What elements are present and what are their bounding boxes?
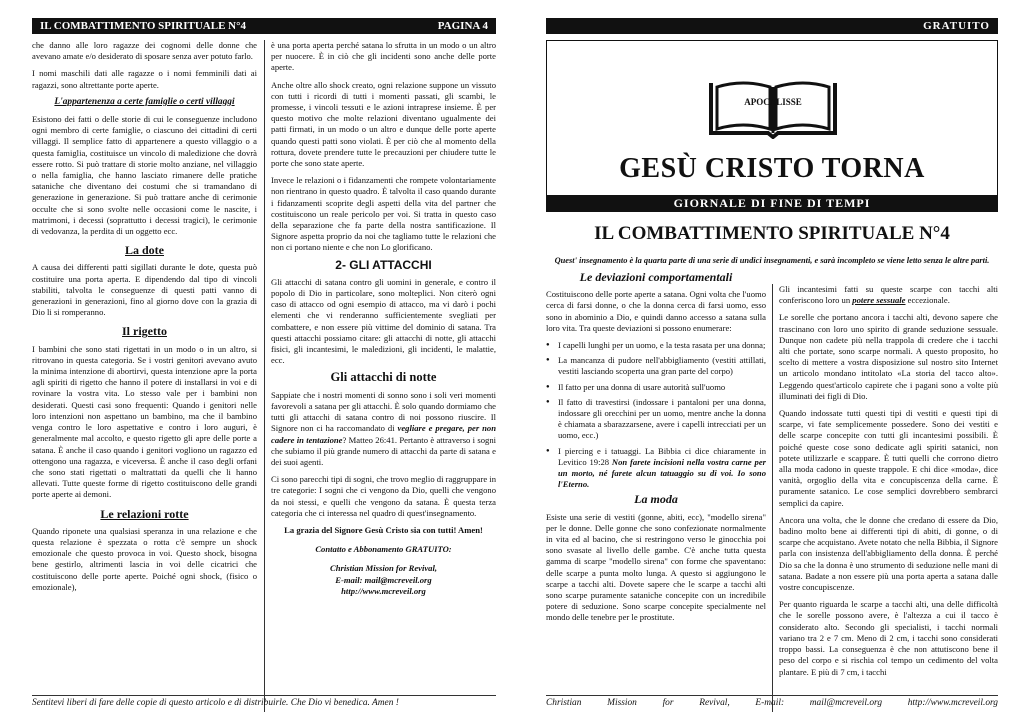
text-span: ? Matteo 26:41. Pertanto è attraverso i sogni che subiamo il più grande numero di attacchi da parte di satana e dei suoi agenti.	[271, 434, 497, 467]
col2-paragraph	[271, 390, 496, 468]
left-header-bar	[32, 18, 496, 34]
col1-subheading: Il rigetto	[122, 324, 167, 339]
book-label: APOCALISSE	[744, 97, 802, 107]
left-header-page: PAGINA 4	[437, 20, 488, 32]
footer-word: for	[662, 698, 674, 708]
col1-paragraph: Esistono dei fatti o delle storie di cui le conseguenze includono ogni membro di certe famiglie, o ciascuno dei cittadini di certi villaggi. Il semplice fatto di appartenere a questo villaggio o a questa famiglia, costituisce un vincolo di maledizione che dovrà essere rotto. Si può trattare di storie molto anziane, nel villaggio o nella famiglia, che hanno lasciato rimanere delle pratiche sataniche che diventano dei costumi che si tramandano di generazione in generazione. Si può trattare anche di cerimonie occulte che si sono svolte nelle occasioni come le nascite, i matrimoni, i decessi (soprattutto i decessi tragici), le cerimonie di vedovanza, la perdita di un oggetto ecc.	[32, 114, 257, 237]
col1-subheading: La dote	[125, 243, 164, 258]
open-book-icon	[708, 77, 838, 139]
right-column-1	[546, 268, 766, 630]
col1-subheading: L'appartenenza a certe famiglie o certi villaggi	[54, 96, 235, 107]
list-item: ● Il fatto di travestirsi (indossare i pantaloni per una donna, indossare gli orecchini per un uomo, mentre anche la donna è chiamata a sbarazzarsene, avere i capelli intrecciati per un uomo, ecc.)	[546, 397, 766, 442]
free-label: GRATUITO	[923, 20, 990, 32]
contact-heading: Contatto e Abbonamento GRATUITO:	[315, 544, 452, 555]
list-item: ● Il fatto per una donna di usare autorità sull'uomo	[546, 382, 766, 393]
left-header-title: IL COMBATTIMENTO SPIRITUALE N°4	[40, 20, 247, 32]
col3-paragraph: Costituiscono delle porte aperte a satana. Ogni volta che l'uomo cerca di farsi donne, o che la donna cerca di farsi uomo, esso sono in abominio a Dio, e quindi danno accesso a satana sulla loro vita. Tra queste deviazioni si possono enumerare:	[546, 289, 766, 333]
right-footer	[546, 695, 998, 708]
footer-word: E-mail:	[755, 698, 785, 708]
emphasis-text: potere sessuale	[852, 295, 906, 306]
footer-word: Christian	[546, 698, 582, 708]
footer-email[interactable]: mail@mcreveil.org	[809, 698, 883, 708]
scripture-quote: vegliare e pregare, per non cadere in tentazione	[271, 423, 496, 445]
left-footer-text: Sentitevi liberi di fare delle copie di questo articolo e di distribuirle. Che Dio vi benedica. Amen !	[32, 698, 399, 708]
deviations-list	[546, 340, 766, 490]
text-span: I piercing e i tatuaggi. La Bibbia ci dice chiaramente in Levitico 19:28	[558, 445, 766, 467]
col2-paragraph: Ci sono parecchi tipi di sogni, che trovo meglio di raggruppare in tre categorie: I sogni che ci vengono da Dio, quelli che vengono da noi stessi, e quelli che vengono da satana. È questa terza categoria che ci interessa nel quadro di quest'insegnamento.	[271, 474, 496, 518]
masthead-title: GESÙ CRISTO TORNA	[619, 153, 925, 184]
col4-paragraph: Ancora una volta, che le donne che credano di essere da Dio, badino molto bene ai differenti tipi di abiti, di gonne, o di scarpe che acquistano. Avete notato che nella Bibbia, il Signore parla con insistenza dell'abbigliamento della donna. È perché Dio sa che la donna è uno strumento di seduzione nelle mani di satana. Badate a non essere più una porta aperta a satana dalle vostre concupiscenze.	[779, 514, 998, 593]
col3-subheading: Le deviazioni comportamentali	[579, 270, 733, 284]
article-title: IL COMBATTIMENTO SPIRITUALE N°4	[594, 223, 950, 244]
col2-paragraph: è una porta aperta perché satana lo sfrutta in un modo o un altro per nuocere. È in ciò che gli incidenti sono anche delle porte aperte.	[271, 40, 496, 73]
col4-paragraph: Quando indossate tutti questi tipi di vestiti e questi tipi di scarpe, vi fate semplicemente possedere. Sono dei vestiti e delle scarpe concepite con tutti gli incantesimi possibili. È poiché queste cose sono dedicate agli spiriti satanici, non potete utilizzarle e scappare. È tutti quelli che corrono dietro alla moda cadono in queste trappole. E chi dice «moda», dice vanità, orgoglio della vita e concupiscenza della carne. È puramente satanico. Le cose semplici dovrebbero sembrarci semplici da capire.	[779, 408, 998, 508]
column-divider	[264, 40, 265, 712]
text-span: Sappiate che i nostri momenti di sonno sono i soli veri momenti favorevoli a satana per gli attacchi. È solo quando dormiamo che tutti gli attacchi di satana contro di noi possono riuscire. Il Signore non ci ha raccomandato di	[271, 389, 496, 434]
list-item: ● I capelli lunghi per un uomo, e la testa rasata per una donna;	[546, 340, 766, 351]
list-item: ● La mancanza di pudore nell'abbigliamento (vestiti attillati, vestiti lasciando scoperta una gran parte del corpo)	[546, 355, 766, 377]
footer-word: Mission	[607, 698, 637, 708]
col2-paragraph: Gli attacchi di satana contro gli uomini in generale, e contro il popolo di Dio in particolare, sono molteplici. Non citerò ogni caso di attacco od ogni esempio di attacco, ma vi darò i pochi elementi che vi renderanno sufficientemente svegliati per combattere, e non essere più vittime del dominio di satana. Tra questi attacchi possiamo citare: gli attacchi di notte, gli attacchi fisici, gli incantesimi, le maledizioni, gli incidenti, le malattie, ecc.	[271, 276, 496, 366]
contact-email[interactable]: E-mail: mail@mcreveil.org	[335, 574, 432, 585]
col4-paragraph	[779, 284, 998, 306]
col1-paragraph: Quando riponete una qualsiasi speranza in una relazione e che questa relazione è spezzata o rotta c'è sempre un shock emozionale che questo provoca in voi. Questo shock, bisogna bene gestirlo, altrimenti lascia in voi delle cicatrici che costituiscono delle porte aperte. Poiché ogni shock, (fisico o emozionale),	[32, 525, 257, 592]
masthead	[546, 40, 998, 212]
text-span: Gli incantesimi fatti su queste scarpe con tacchi alti conferiscono loro un	[779, 284, 998, 306]
text-span: eccezionale.	[905, 295, 950, 306]
footer-word: Revival,	[699, 698, 730, 708]
col2-section-heading: 2- GLI ATTACCHI	[335, 257, 432, 272]
scripture-quote: Non farete incisioni nella vostra carne per un morto, né farete alcun tatuaggio su di voi. Io sono l'Eterno.	[558, 456, 766, 490]
col1-paragraph: che danno alle loro ragazze dei cognomi delle donne che avevano amate e/o desiderato di sposare senza aver potuto farlo.	[32, 40, 257, 62]
left-footer	[32, 695, 496, 708]
right-header-bar	[546, 18, 998, 34]
col4-paragraph: Per quanto riguarda le scarpe a tacchi alti, una delle difficoltà che le sorelle possono avere, è l'altezza a cui il tacco è considerato alto. Secondo gli specialisti, i tacchi normali variano tra 2 e 7 cm. Meno di 2 cm, i tacchi sono considerati troppo bassi. La conseguenza è che non attutiscono bene il peso del corpo e si rischia col tempo un cedimento del volta plantare. E più di 7 cm, i tacchi	[779, 599, 998, 677]
article-intro: Quest' insegnamento è la quarta parte di una serie di undici insegnamenti, e sarà incompleto se viene letto senza le altre parti.	[554, 256, 990, 265]
column-divider	[772, 284, 773, 712]
col1-paragraph: A causa dei differenti patti sigillati durante le dote, questa può costituire una porta aperta. E dipendendo dal tipo di vincoli stabiliti, talvolta le conseguenze di questi patti vanno di generazioni in generazioni, fino al giorno dove con la grazia di Dio li si romperanno.	[32, 262, 257, 318]
right-page	[546, 18, 998, 718]
col2-subheading: Gli attacchi di notte	[330, 370, 437, 385]
left-page	[32, 18, 496, 718]
contact-url[interactable]: http://www.mcreveil.org	[341, 585, 426, 596]
col4-paragraph: Le sorelle che portano ancora i tacchi alti, devono sapere che trascinano con loro uno spirito di grande seduzione sessuale. Dunque non cadete più nella trappola di credere che i tacchi alti che portate, sono scarpe normali. A questo proposito, ho scelto di mettere a vostra disposizione sul nostro sito Internet un articolo mondano intitolato «La storia del tacco alto». Leggendo quest'articolo capirete che i pagani sono a volte più illuminati dei figli di Dio.	[779, 312, 998, 401]
col1-paragraph: I nomi maschili dati alle ragazze o i nomi femminili dati ai ragazzi, sono altrettante porte aperte.	[32, 68, 257, 90]
col1-paragraph: I bambini che sono stati rigettati in un modo o in un altro, si ritrovano in questa categoria. Se i vostri genitori avevano avuto la minima intenzione di abortirvi, questa intenzione apre la porta agli spiriti di rigetto che hanno il potere di installarsi in voi e di rovinare la vostra vita. Lo stesso vale per i bambini non desiderati. Questi casi sono frequenti: Quando i genitori nelle loro intenzioni non aspettano un bambino, ma che il bambino venga contro le loro aspettative e contro i loro auguri, è generalmente mal accolto, e questo rigetto gli apre delle porte a satana. È anche il caso quando i genitori vogliono un ragazzo ed ottengono una ragazza, e viceversa. È anche il caso degli orfani che sono stati rigettati o maltrattati da quelli che li hanno allevati. Tutte queste forme di rigetto costituiscono delle grandi porte aperte ai demoni.	[32, 343, 257, 500]
col3-paragraph: Esiste una serie di vestiti (gonne, abiti, ecc), "modello sirena" per le donne. Delle gonne che sono confezionate normalmente in vita ed al bacino, che si restringono verso le ginocchia poi sono svasate al livello delle gambe. C'è anche tutta questa gamma di scarpe "modello sirena" con forme che spaventano: delle scarpe a punta molto lunga. A questo si aggiungono le scarpe a tacchi alti. Dovete sapere che le scarpe a tacchi alti sono scarpe puramente sataniche concepite con un incredibile potere di seduzione. Sono scarpe concepite specialmente nel mondo delle tenebre per le prostitute.	[546, 511, 766, 623]
right-column-2	[779, 284, 998, 684]
col3-subheading: La moda	[634, 492, 678, 507]
grace-line: La grazia del Signore Gesù Cristo sia con tutti! Amen!	[284, 524, 483, 535]
masthead-subtitle: GIORNALE DI FINE DI TEMPI	[547, 195, 997, 211]
col2-paragraph: Anche oltre allo shock creato, ogni relazione suppone un vissuto con tutti i ricordi di tutti i momenti passati, gli scambi, le promesse, i vincoli tessuti e le azioni intraprese insieme. È per questo motivo che molte relazioni diventano ugualmente dei patti firmati, in un modo o un altro e dunque delle porte aperte quando questi patti sono violati. È per ciò che al momento della rottura, dovete prendere tutte le precauzioni per chiudere tutte le porte che sono state aperte.	[271, 79, 496, 169]
left-column-2	[271, 40, 496, 597]
list-item	[546, 446, 766, 491]
footer-url[interactable]: http://www.mcreveil.org	[907, 698, 998, 708]
col2-paragraph: Invece le relazioni o i fidanzamenti che rompete volontariamente non rientrano in questo quadro. È talvolta il caso quando durante i fidanzamenti scoprite degli aspetti della vita del partner che costituiscono un reale pericolo per voi. Si tratta in questo caso della separazione che fa parte della nostra santificazione. Il Signore aspetta proprio da noi che tagliamo tutte le relazioni che non ci portano niente e che non Lo glorificano.	[271, 175, 496, 253]
org-name: Christian Mission for Revival,	[330, 563, 437, 574]
left-column-1	[32, 40, 257, 599]
col1-subheading: Le relazioni rotte	[100, 506, 189, 521]
